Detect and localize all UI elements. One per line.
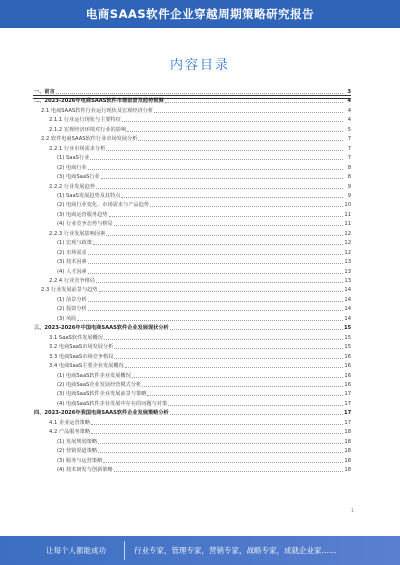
- toc-entry-title: 一、前言: [34, 89, 55, 95]
- toc-leader-dots: [103, 462, 343, 463]
- toc-entry-page: 5: [347, 126, 351, 133]
- toc-leader-dots: [125, 367, 343, 368]
- toc-entry[interactable]: [49, 116, 351, 124]
- toc-entry[interactable]: [34, 97, 351, 105]
- toc-entry-title: (3) 风险: [57, 315, 77, 322]
- toc-leader-dots: [96, 188, 343, 189]
- toc-leader-dots: [170, 329, 343, 330]
- toc-entry-title: (1) 宏观与政策: [57, 240, 92, 247]
- footer-slogan: 让每个人都能成功: [46, 546, 106, 555]
- toc-entry-title: (3) 技术因素: [57, 259, 87, 266]
- toc-entry-title: 3.1 SaaS软件发展概况: [49, 334, 103, 341]
- toc-leader-dots: [154, 112, 343, 113]
- page-heading: 内容目录: [169, 58, 230, 73]
- toc-entry[interactable]: [57, 173, 351, 181]
- toc-leader-dots: [88, 310, 343, 311]
- toc-leader-dots: [150, 206, 343, 207]
- toc-leader-dots: [114, 348, 343, 349]
- toc-entry-page: 7: [347, 145, 351, 152]
- toc-entry-title: 3.3 电商SaaS市场竞争格局: [49, 353, 114, 360]
- toc-leader-dots: [56, 93, 343, 94]
- toc-entry[interactable]: [49, 362, 351, 370]
- toc-entry[interactable]: [49, 353, 351, 361]
- toc-entry-page: 18: [344, 467, 351, 473]
- toc-entry[interactable]: [57, 372, 351, 380]
- toc-entry[interactable]: [57, 305, 351, 313]
- toc-entry-title: (3) 电商运营服务趋势: [57, 211, 108, 218]
- footer-divider: [124, 541, 125, 560]
- toc-entry-title: 4.1 企业运营策略: [49, 419, 91, 426]
- toc-leader-dots: [88, 254, 343, 255]
- toc-entry-page: 4: [347, 107, 351, 114]
- toc-entry-title: (4) 人才因素: [57, 268, 87, 275]
- toc-entry-title: 3.4 电商SaaS主要企业发展概况: [49, 363, 124, 370]
- toc-entry[interactable]: [57, 258, 351, 266]
- toc-leader-dots: [88, 273, 343, 274]
- toc-entry-title: (3) 服务与运营策略: [57, 457, 103, 464]
- toc-entry[interactable]: [34, 324, 351, 332]
- toc-leader-dots: [121, 197, 343, 198]
- toc-entry-page: 14: [344, 287, 351, 294]
- toc-entry-page: 11: [344, 221, 351, 228]
- toc-entry[interactable]: [57, 211, 351, 219]
- toc-leader-dots: [88, 301, 343, 302]
- toc-entry-page: 9: [347, 183, 351, 190]
- toc-entry-page: 18: [344, 438, 351, 445]
- toc-entry-title: 2.2.2 行业发展趋势: [49, 183, 95, 190]
- report-title: 电商SAAS软件企业穿越周期策略研究报告: [85, 7, 315, 21]
- toc-entry-title: (4) 电商SaaS软件企业发展中存在的问题与对策: [57, 400, 168, 407]
- toc-entry-page: 13: [344, 259, 351, 266]
- toc-entry-page: 16: [344, 353, 351, 360]
- toc-entry[interactable]: [57, 315, 351, 323]
- toc-leader-dots: [109, 216, 344, 217]
- toc-entry-title: (4) 技术研发与创新策略: [57, 467, 113, 473]
- toc-entry[interactable]: [41, 286, 351, 294]
- toc-entry[interactable]: [57, 381, 351, 389]
- toc-entry-title: (3) 电商SaaS软件企业发展前景与策略: [57, 391, 147, 398]
- toc-entry[interactable]: [49, 419, 351, 427]
- toc-leader-dots: [88, 169, 343, 170]
- toc-entry[interactable]: [41, 107, 351, 115]
- toc-leader-dots: [93, 244, 343, 245]
- toc-entry-page: 18: [344, 457, 351, 464]
- toc-entry-page: 12: [344, 249, 351, 256]
- toc-entry[interactable]: [57, 220, 351, 228]
- toc-entry-title: 2.2.4 行业竞争格局: [49, 278, 95, 284]
- toc-entry[interactable]: [49, 183, 351, 191]
- toc-leader-dots: [91, 424, 343, 425]
- toc-entry-page: 12: [344, 230, 351, 237]
- toc-entry[interactable]: [49, 428, 351, 436]
- toc-entry-title: (1) 前景分析: [57, 296, 87, 303]
- toc-entry[interactable]: [57, 457, 351, 465]
- toc-leader-dots: [77, 320, 343, 321]
- toc-entry-title: 2.2.3 行业发展影响因素: [49, 230, 106, 237]
- page-number: 1: [350, 508, 354, 514]
- toc-entry[interactable]: [57, 164, 351, 172]
- toc-entry-page: 13: [344, 268, 351, 275]
- toc-entry-page: 8: [347, 174, 351, 181]
- toc-entry-title: (2) 电商行业: [57, 164, 87, 171]
- toc-entry[interactable]: [57, 390, 351, 398]
- toc-entry-title: (2) 投资分析: [57, 306, 87, 313]
- toc-entry[interactable]: [57, 249, 351, 257]
- toc-leader-dots: [106, 235, 343, 236]
- toc-leader-dots: [101, 178, 343, 179]
- toc-entry[interactable]: [57, 447, 351, 455]
- toc-entry-page: 18: [344, 448, 351, 455]
- toc-leader-dots: [88, 263, 343, 264]
- toc-entry[interactable]: [57, 154, 351, 162]
- toc-entry-title: (2) 电商行业变化、市场需求与产品趋势: [57, 202, 149, 209]
- toc-entry[interactable]: [34, 409, 351, 417]
- toc-leader-dots: [90, 159, 343, 160]
- toc-entry-title: 三、2023-2026年中国电商SAAS软件企业发展现状分析: [34, 325, 169, 332]
- toc-entry[interactable]: [57, 466, 351, 474]
- toc-entry[interactable]: [49, 277, 351, 285]
- toc-leader-dots: [91, 433, 343, 434]
- toc-entry-title: 2.3 行业发展前景与趋势: [41, 287, 98, 294]
- toc-entry-page: 7: [347, 155, 351, 162]
- toc-entry[interactable]: [49, 343, 351, 351]
- toc-leader-dots: [170, 414, 343, 415]
- toc-leader-dots: [168, 405, 343, 406]
- toc-leader-dots: [114, 225, 343, 226]
- toc-entry-page: 18: [344, 429, 351, 436]
- toc-entry-page: 15: [344, 334, 351, 341]
- toc-entry[interactable]: [57, 201, 351, 209]
- toc-entry-title: 2.2 软件电商SAAS软件行业市场发展分析: [41, 136, 138, 143]
- toc-entry[interactable]: [41, 135, 351, 143]
- toc-entry-title: (2) 电商SaaS企业发展经营模式分析: [57, 381, 142, 388]
- toc-entry-title: (1) SaaS行业: [57, 155, 90, 162]
- toc-entry-title: (2) 市场需求: [57, 249, 87, 256]
- toc-entry-page: 17: [344, 410, 352, 417]
- toc-entry[interactable]: [57, 239, 351, 247]
- toc-leader-dots: [114, 471, 343, 472]
- toc-entry-page: 9: [347, 192, 351, 199]
- toc-entry[interactable]: [49, 230, 351, 238]
- toc-entry-page: 7: [347, 136, 351, 143]
- toc-entry-title: 2.1.2 宏观经济环境对行业的影响: [49, 126, 127, 133]
- toc-entry-page: 16: [344, 381, 351, 388]
- footer-tagline: 行业专家，管理专家，营销专家，战略专家，成就企业家……: [134, 546, 337, 555]
- toc-leader-dots: [106, 150, 343, 151]
- toc-leader-dots: [104, 339, 343, 340]
- toc-entry-title: (1) SaaS发展趋势及其特点: [57, 192, 121, 199]
- toc-entry-title: (1) 电商SaaS软件企业发展概况: [57, 372, 131, 379]
- toc-entry-page: 10: [344, 202, 351, 209]
- toc-entry-page: 17: [344, 400, 351, 407]
- toc-entry-title: 2.2.1 行业市场需求分析: [49, 145, 106, 152]
- toc-leader-dots: [98, 452, 343, 453]
- toc-leader-dots: [98, 443, 343, 444]
- toc-entry-page: 17: [344, 391, 351, 398]
- toc-entry-page: 14: [344, 315, 351, 322]
- toc-leader-dots: [132, 377, 343, 378]
- toc-leader-dots: [114, 358, 343, 359]
- toc-entry-page: 13: [344, 278, 351, 284]
- toc-entry-page: 12: [344, 240, 351, 247]
- toc-entry-page: 14: [344, 296, 351, 303]
- toc-entry[interactable]: [57, 268, 351, 276]
- toc-leader-dots: [96, 282, 343, 283]
- toc-entry-page: 11: [344, 211, 351, 218]
- toc-entry[interactable]: [57, 438, 351, 446]
- table-of-contents: [0, 88, 400, 518]
- toc-entry-page: 14: [344, 306, 351, 313]
- toc-entry-page: 16: [344, 363, 351, 370]
- toc-entry-page: 17: [344, 419, 351, 426]
- toc-entry-page: 16: [344, 372, 351, 379]
- toc-entry-page: 8: [347, 164, 351, 171]
- toc-leader-dots: [142, 386, 343, 387]
- toc-entry[interactable]: [34, 88, 351, 96]
- toc-entry[interactable]: [49, 126, 351, 134]
- toc-leader-dots: [99, 291, 343, 292]
- toc-entry-title: (1) 发展规划策略: [57, 438, 98, 445]
- toc-entry-title: (2) 营销渠道策略: [57, 448, 98, 455]
- toc-entry[interactable]: [49, 334, 351, 342]
- toc-entry-page: 3: [347, 89, 351, 95]
- toc-leader-dots: [165, 102, 343, 103]
- toc-entry-title: 2.1 电商SAAS软件行业运行现状及宏观经济分析: [41, 107, 154, 114]
- toc-entry-title: 二、2023-2026年电商SAAS软件市场前景及趋势预测: [34, 98, 164, 105]
- toc-leader-dots: [147, 395, 343, 396]
- toc-leader-dots: [127, 131, 343, 132]
- toc-entry-title: (4) 行业竞争态势与格局: [57, 221, 113, 228]
- toc-entry-page: 4: [347, 117, 351, 124]
- toc-leader-dots: [122, 121, 343, 122]
- toc-entry-page: 15: [344, 325, 352, 332]
- toc-entry-page: 15: [344, 344, 351, 351]
- toc-entry-title: (3) 电商SaaS行业: [57, 174, 100, 181]
- toc-entry-title: 四、2023-2026年我国电商SAAS软件企业发展策略分析: [34, 410, 169, 417]
- toc-entry[interactable]: [57, 400, 351, 408]
- toc-entry[interactable]: [57, 296, 351, 304]
- toc-entry[interactable]: [57, 192, 351, 200]
- toc-entry[interactable]: [49, 145, 351, 153]
- toc-entry-page: 4: [347, 98, 351, 105]
- toc-entry-title: 4.2 产品服务策略: [49, 429, 91, 436]
- toc-entry-title: 3.2 电商SaaS市场发展分析: [49, 344, 114, 351]
- toc-entry-title: 2.1.1 行业运行现状与主要特征: [49, 117, 121, 124]
- toc-leader-dots: [138, 140, 343, 141]
